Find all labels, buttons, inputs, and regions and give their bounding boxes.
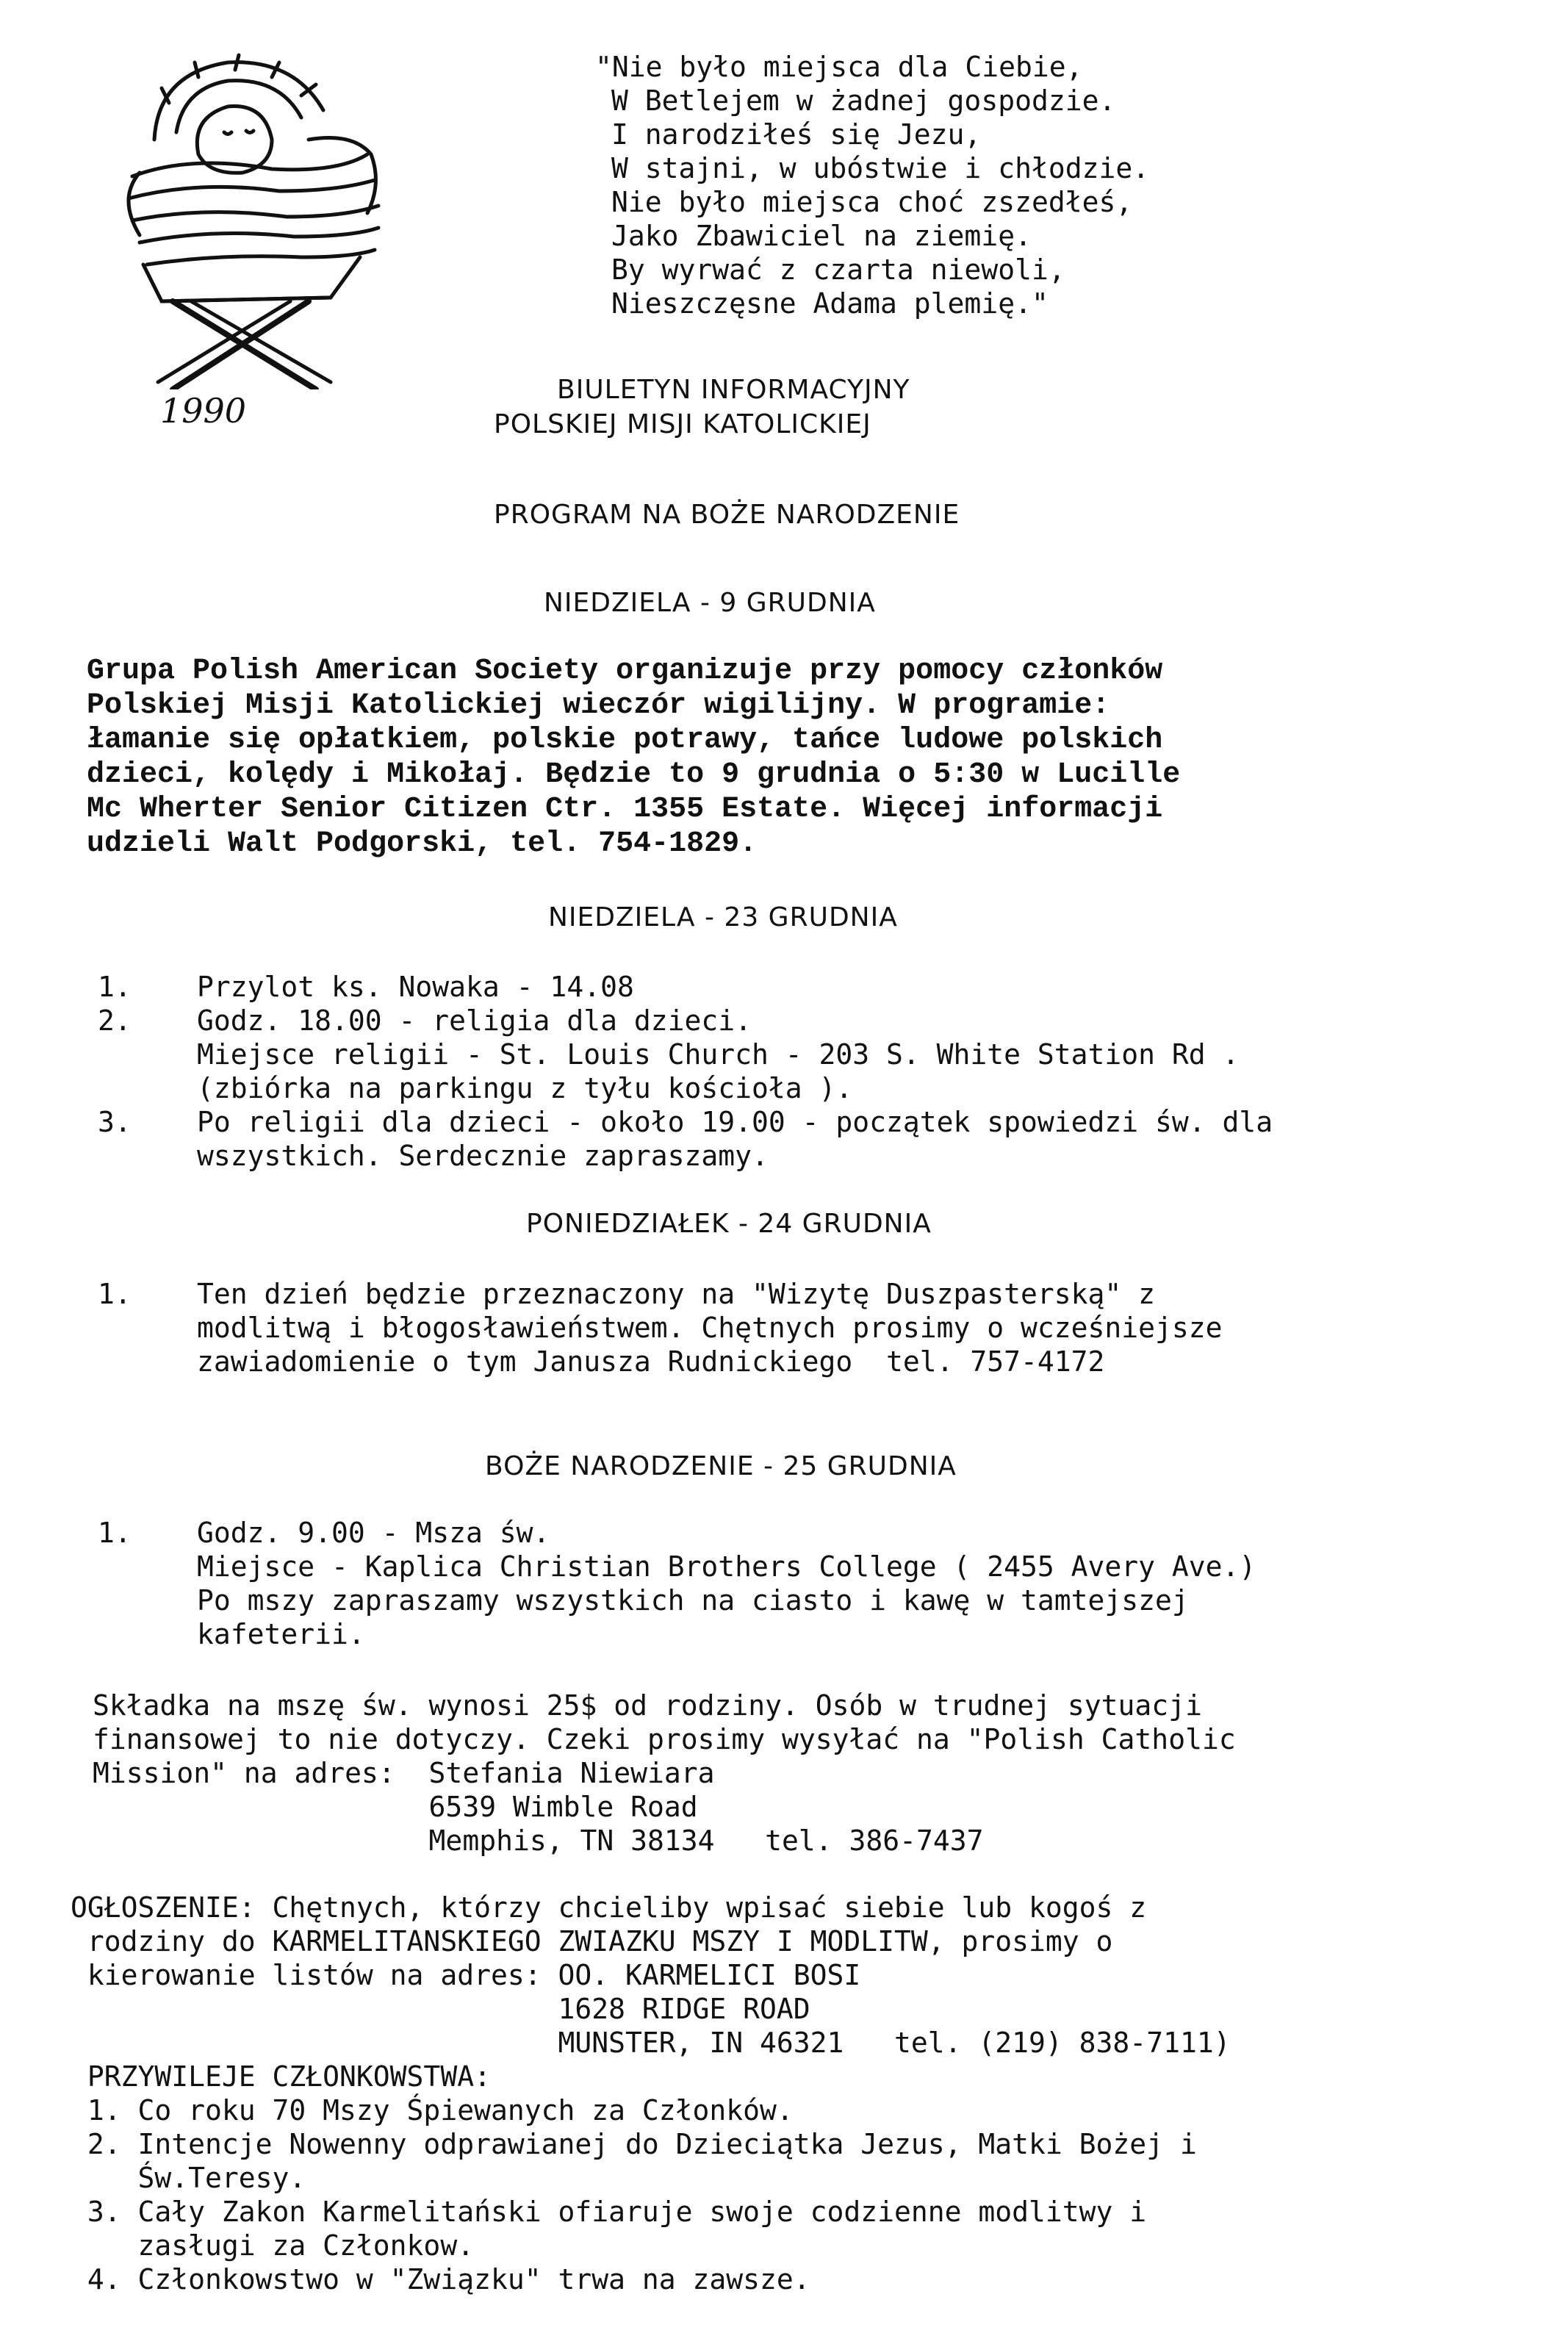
item-number: 2. [98,1004,132,1037]
text-line: 2. Intencje Nowenny odprawianej do Dzieciątka Jezus, Matki Bożej i [71,2128,1197,2160]
year-handwritten: 1990 [160,391,247,431]
text-line: 1. Co roku 70 Mszy Śpiewanych za Członków. [71,2094,794,2127]
text-line: Św.Teresy. [71,2162,306,2194]
poem-line: W Betlejem w żadnej gospodzie. [611,85,1116,117]
poem [595,50,1149,320]
item-number: 3. [98,1106,132,1138]
item-number: 1. [98,971,132,1003]
poem-line: Nie było miejsca choć zszedłeś, [611,186,1133,218]
donation-block [93,1689,1236,1858]
poem-line: Jako Zbawiciel na ziemię. [611,220,1032,252]
manger-illustration [88,44,404,389]
item-text: (zbiórka na parkingu z tyłu kościoła ). [197,1072,853,1104]
section-heading: NIEDZIELA - 9 GRUDNIA [544,588,876,618]
poem-line: By wyrwać z czarta niewoli, [611,254,1065,286]
text-line: udzieli Walt Podgorski, tel. 754-1829. [87,827,758,860]
program-heading: PROGRAM NA BOŻE NARODZENIE [494,500,960,530]
item-number: 1. [98,1517,132,1549]
privileges-block [71,2060,1197,2296]
list-item [98,1105,1273,1139]
poem-line: Nieszczęsne Adama plemię." [611,287,1049,320]
text-line: 4. Członkowstwo w "Związku" trwa na zawsze. [71,2263,810,2296]
poem-line: I narodziłeś się Jezu, [611,118,982,151]
section-list [98,1516,1256,1651]
text-line: PRZYWILEJE CZŁONKOWSTWA: [71,2060,491,2093]
list-item [98,1071,1273,1105]
item-text: modlitwą i błogosławieństwem. Chętnych prosimy o wcześniejsze [197,1312,1223,1344]
list-item [98,970,1273,1004]
list-item [98,1038,1273,1071]
text-line: Grupa Polish American Society organizuje przy pomocy członków [87,655,1163,688]
text-line: 3. Cały Zakon Karmelitański ofiaruje swoje codzienne modlitwy i [71,2196,1147,2228]
text-line: łamanie się opłatkiem, polskie potrawy, tańce ludowe polskich [87,724,1163,757]
list-item [98,1004,1273,1038]
text-line: MUNSTER, IN 46321 tel. (219) 838-7111) [71,2027,1231,2059]
poem-line: "Nie było miejsca dla Ciebie, [595,51,1083,83]
list-item [98,1277,1223,1311]
text-line: rodziny do KARMELITANSKIEGO ZWIAZKU MSZY I MODLITW, prosimy o [71,1925,1113,1957]
item-text: Po mszy zapraszamy wszystkich na ciasto i kawę w tamtejszej [197,1584,1189,1617]
item-number: 1. [98,1278,132,1310]
item-text: Miejsce - Kaplica Christian Brothers College ( 2455 Avery Ave.) [197,1550,1256,1583]
section-body [87,654,1180,861]
item-text: Przylot ks. Nowaka - 14.08 [197,971,634,1003]
item-text: Po religii dla dzieci - około 19.00 - początek spowiedzi św. dla [197,1106,1273,1138]
list-item [98,1139,1273,1173]
section-heading: BOŻE NARODZENIE - 25 GRUDNIA [485,1451,957,1481]
text-line: zasługi za Członkow. [71,2229,475,2262]
bulletin-subtitle: POLSKIEJ MISJI KATOLICKIEJ [494,409,871,439]
section-list [98,970,1273,1173]
list-item [98,1550,1256,1583]
announcement-block [71,1891,1231,2060]
item-text: zawiadomienie o tym Janusza Rudnickiego tel. 757-4172 [197,1345,1105,1378]
section-heading: NIEDZIELA - 23 GRUDNIA [548,902,898,932]
text-line: OGŁOSZENIE: Chętnych, którzy chcieliby wpisać siebie lub kogoś z [71,1891,1147,1924]
list-item [98,1311,1223,1345]
list-item [98,1617,1256,1651]
bulletin-title: BIULETYN INFORMACYJNY [557,375,910,405]
text-line: finansowej to nie dotyczy. Czeki prosimy wysyłać na "Polish Catholic [93,1723,1236,1755]
item-text: kafeterii. [197,1618,365,1650]
text-line: Składka na mszę św. wynosi 25$ od rodziny. Osób w trudnej sytuacji [93,1689,1202,1722]
text-line: 1628 RIDGE ROAD [71,1993,810,2025]
text-line: kierowanie listów na adres: OO. KARMELICI BOSI [71,1959,861,1991]
item-text: wszystkich. Serdecznie zapraszamy. [197,1140,769,1172]
text-line: Polskiej Misji Katolickiej wieczór wigilijny. W programie: [87,689,1110,722]
list-item [98,1516,1256,1550]
item-text: Miejsce religii - St. Louis Church - 203 S. White Station Rd . [197,1038,1240,1071]
poem-line: W stajni, w ubóstwie i chłodzie. [611,152,1150,184]
item-text: Ten dzień będzie przeznaczony na "Wizytę Duszpasterską" z [197,1278,1156,1310]
text-line: Mission" na adres: Stefania Niewiara [93,1757,715,1789]
text-line: 6539 Wimble Road [93,1791,698,1823]
text-line: dzieci, kolędy i Mikołaj. Będzie to 9 grudnia o 5:30 w Lucille [87,758,1181,791]
item-text: Godz. 18.00 - religia dla dzieci. [197,1004,752,1037]
list-item [98,1345,1223,1378]
list-item [98,1583,1256,1617]
text-line: Mc Wherter Senior Citizen Ctr. 1355 Estate. Więcej informacji [87,793,1163,826]
section-list [98,1277,1223,1378]
text-line: Memphis, TN 38134 tel. 386-7437 [93,1824,984,1857]
item-text: Godz. 9.00 - Msza św. [197,1517,550,1549]
section-heading: PONIEDZIAŁEK - 24 GRUDNIA [526,1209,932,1239]
